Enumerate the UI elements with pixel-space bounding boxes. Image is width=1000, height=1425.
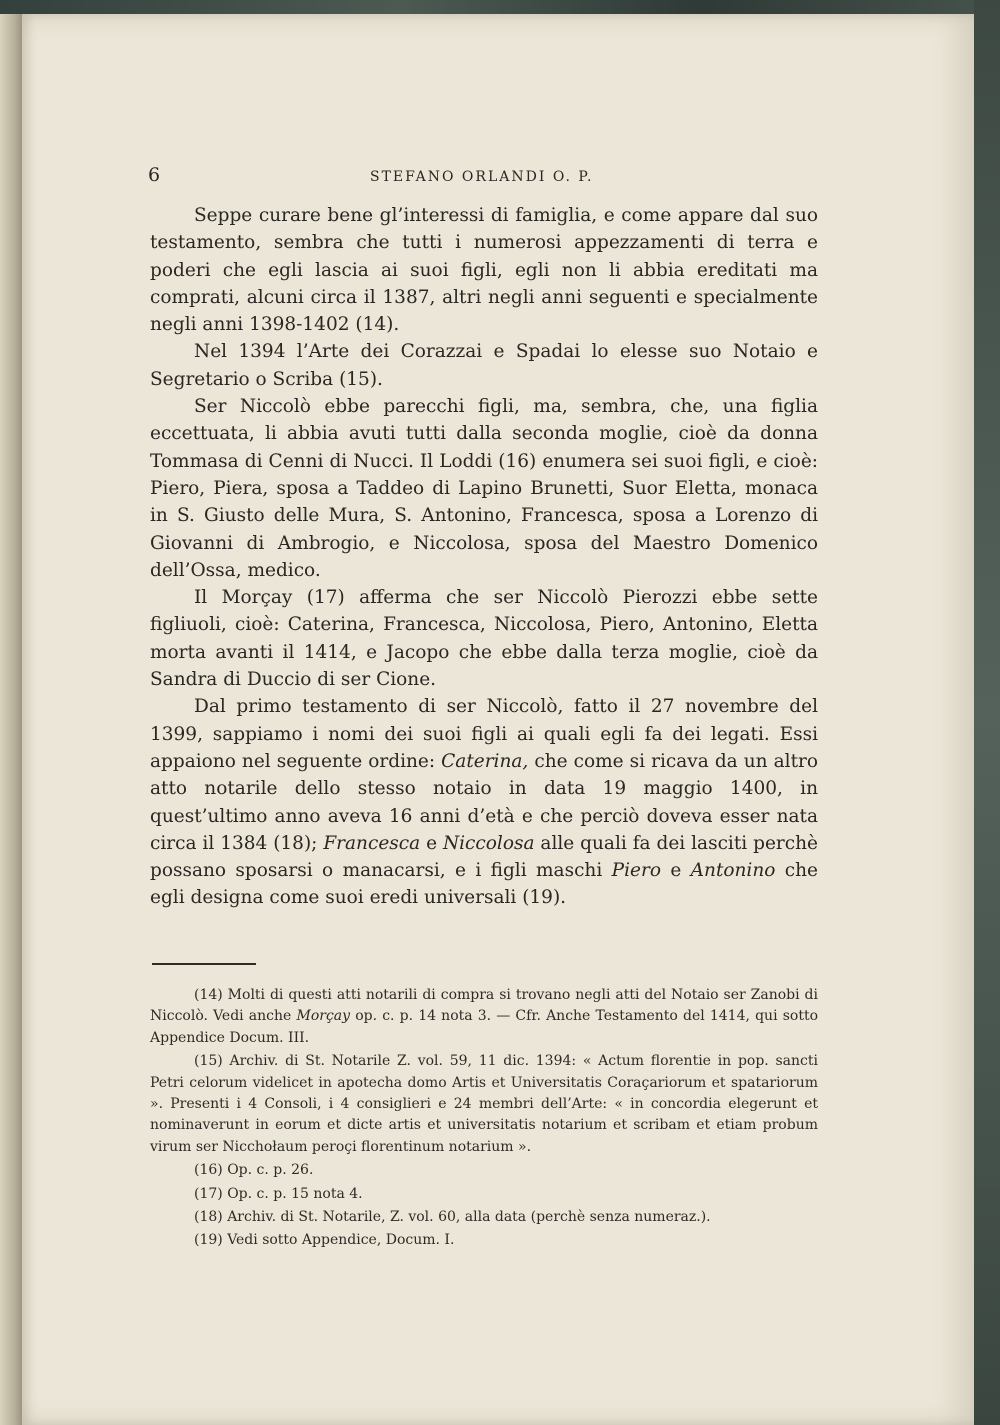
name-antonino: Antonino xyxy=(690,860,776,882)
footnote-17: (17) Op. c. p. 15 nota 4. xyxy=(194,1185,363,1202)
running-head-title: STEFANO ORLANDI O. P. xyxy=(370,169,594,185)
footnote-separator xyxy=(152,963,256,965)
text-run: (14) Molti di questi atti notarili di compra si trovano negli atti del Notaio ser Zanobi di Niccolò. Vedi anche xyxy=(150,987,818,1025)
text-run: Dal primo testamento di ser Niccolò, fatto il 27 novembre del 1399, sappiamo i nomi dei suoi figli ai quali egli fa dei legati. Essi appaiono nel seguente ordine: xyxy=(150,696,818,772)
paragraph-4: Il Morçay (17) afferma che ser Niccolò Pierozzi ebbe sette figliuoli, cioè: Caterina, Francesca, Niccolosa, Piero, Antonino, Eletta morta avanti il 1414, e Jacopo che ebbe dalla terza moglie, cioè da Sandra di Duccio di ser Cione. xyxy=(150,587,818,691)
page-number: 6 xyxy=(148,164,161,186)
name-piero: Piero xyxy=(611,860,661,882)
footnote-14 xyxy=(150,985,818,1049)
paragraph-5 xyxy=(150,693,818,911)
footnote-19: (19) Vedi sotto Appendice, Docum. I. xyxy=(194,1232,455,1249)
footnote-16: (16) Op. c. p. 26. xyxy=(194,1162,314,1179)
author-morcay: Morçay xyxy=(296,1008,351,1025)
footnote-15: (15) Archiv. di St. Notarile Z. vol. 59, 11 dic. 1394: « Actum florentie in pop. sancti Petri celorum videlicet in apotecha domo Artis et Universitatis Coraçariorum et spatariorum ». Presenti i 4 Consoli, i 4 consiglieri e 24 membri dell’Arte: « in concordia elegerunt et nominaverunt in eorum et dicte artis et universitatis notarium et scribam et etiam probum virum ser Nicchołaum peroçi florentinum notarium ». xyxy=(150,1053,818,1155)
name-niccolosa: Niccolosa xyxy=(442,832,535,854)
book-cover-right-edge xyxy=(974,0,1000,1425)
text-run: che come si ricava da un altro atto notarile dello stesso notaio in data 19 maggio 1400, in quest’ultimo anno aveva 16 anni d’età e che perciò doveva esser nata circa il 1384 (18); xyxy=(150,750,819,854)
footnote-18: (18) Archiv. di St. Notarile, Z. vol. 60, alla data (perchè senza numeraz.). xyxy=(194,1209,711,1226)
name-francesca: Francesca xyxy=(323,832,421,854)
paragraph-2: Nel 1394 l’Arte dei Corazzai e Spadai lo elesse suo Notaio e Segretario o Scriba (15). xyxy=(150,341,818,390)
running-head xyxy=(148,160,848,190)
main-text xyxy=(150,202,818,912)
text-run: e xyxy=(660,860,691,882)
name-caterina: Caterina, xyxy=(441,750,529,772)
footnotes xyxy=(150,985,818,1254)
text-run: e xyxy=(420,832,443,854)
text-run: op. c. p. 14 nota 3. — Cfr. Anche Testamento del 1414, qui sotto Appendice Docum. III. xyxy=(150,1008,818,1046)
paragraph-3: Ser Niccolò ebbe parecchi figli, ma, sembra, che, una figlia eccettuata, li abbia avuti tutti dalla seconda moglie, cioè da donna Tommasa di Cenni di Nucci. Il Loddi (16) enumera sei suoi figli, e cioè: Piero, Piera, sposa a Taddeo di Lapino Brunetti, Suor Eletta, monaca in S. Giusto delle Mura, S. Antonino, Francesca, sposa a Lorenzo di Giovanni di Ambrogio, e Niccolosa, sposa del Maestro Domenico dell’Ossa, medico. xyxy=(150,396,818,581)
paragraph-1: Seppe curare bene gl’interessi di famiglia, e come appare dal suo testamento, sembra che tutti i numerosi appezzamenti di terra e poderi che egli lascia ai suoi figli, egli non li abbia ereditati ma comprati, alcuni circa il 1387, altri negli anni seguenti e specialmente negli anni 1398-1402 (14). xyxy=(150,205,818,336)
text-run: che egli designa come suoi eredi universali (19). xyxy=(150,860,819,909)
text-run: alle quali fa dei lasciti perchè possano sposarsi o manacarsi, e i figli maschi xyxy=(150,832,818,882)
